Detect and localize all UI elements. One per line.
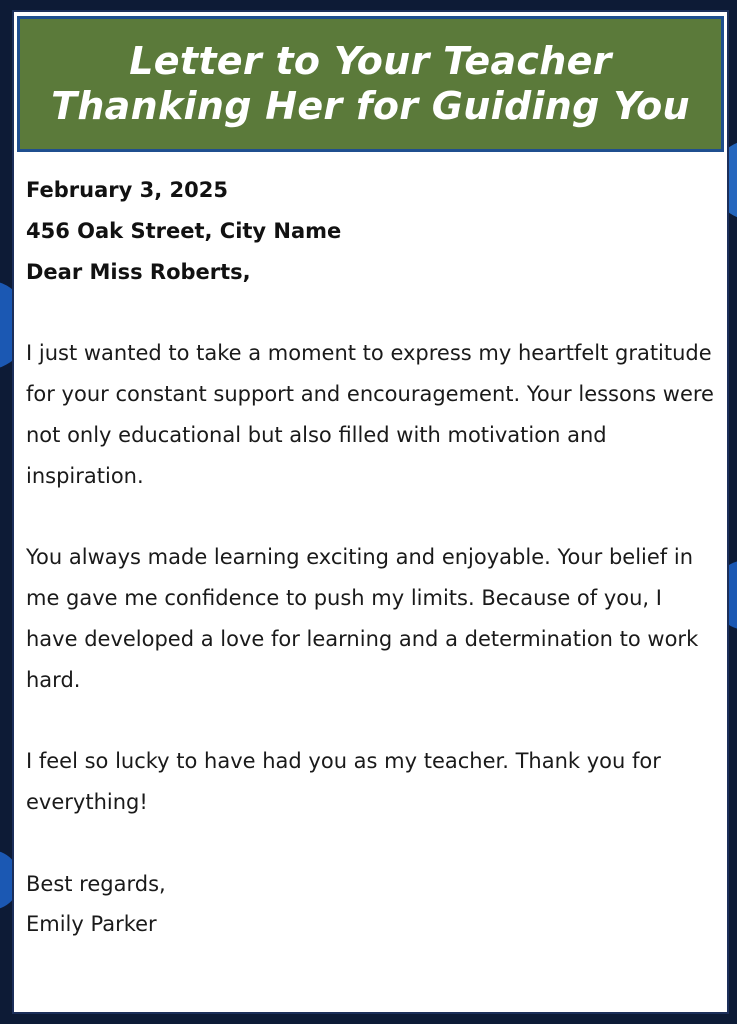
letter-salutation: Dear Miss Roberts, [26, 259, 251, 284]
letter-paragraph-2: You always made learning exciting and enjoyable. Your belief in me gave me confidence to push my limits. Because of you, I have developed a love for learning and a determination to work hard. [26, 545, 699, 692]
letter-paper [12, 10, 729, 1014]
letter-paragraph-1: I just wanted to take a moment to express my heartfelt gratitude for your constant support and encouragement. Your lessons were not only educational but also filled with motivation and inspiration. [26, 341, 714, 488]
title-banner [17, 16, 724, 152]
letter-signature: Emily Parker [26, 912, 157, 937]
letter-paragraph-3: I feel so lucky to have had you as my teacher. Thank you for everything! [26, 749, 661, 814]
letter-closing: Best regards, [26, 871, 166, 896]
letter-title: Letter to Your Teacher Thanking Her for Guiding You [51, 39, 690, 128]
letter-address: 456 Oak Street, City Name [26, 218, 342, 243]
letter-date: February 3, 2025 [26, 178, 228, 202]
letter-body [26, 170, 716, 945]
